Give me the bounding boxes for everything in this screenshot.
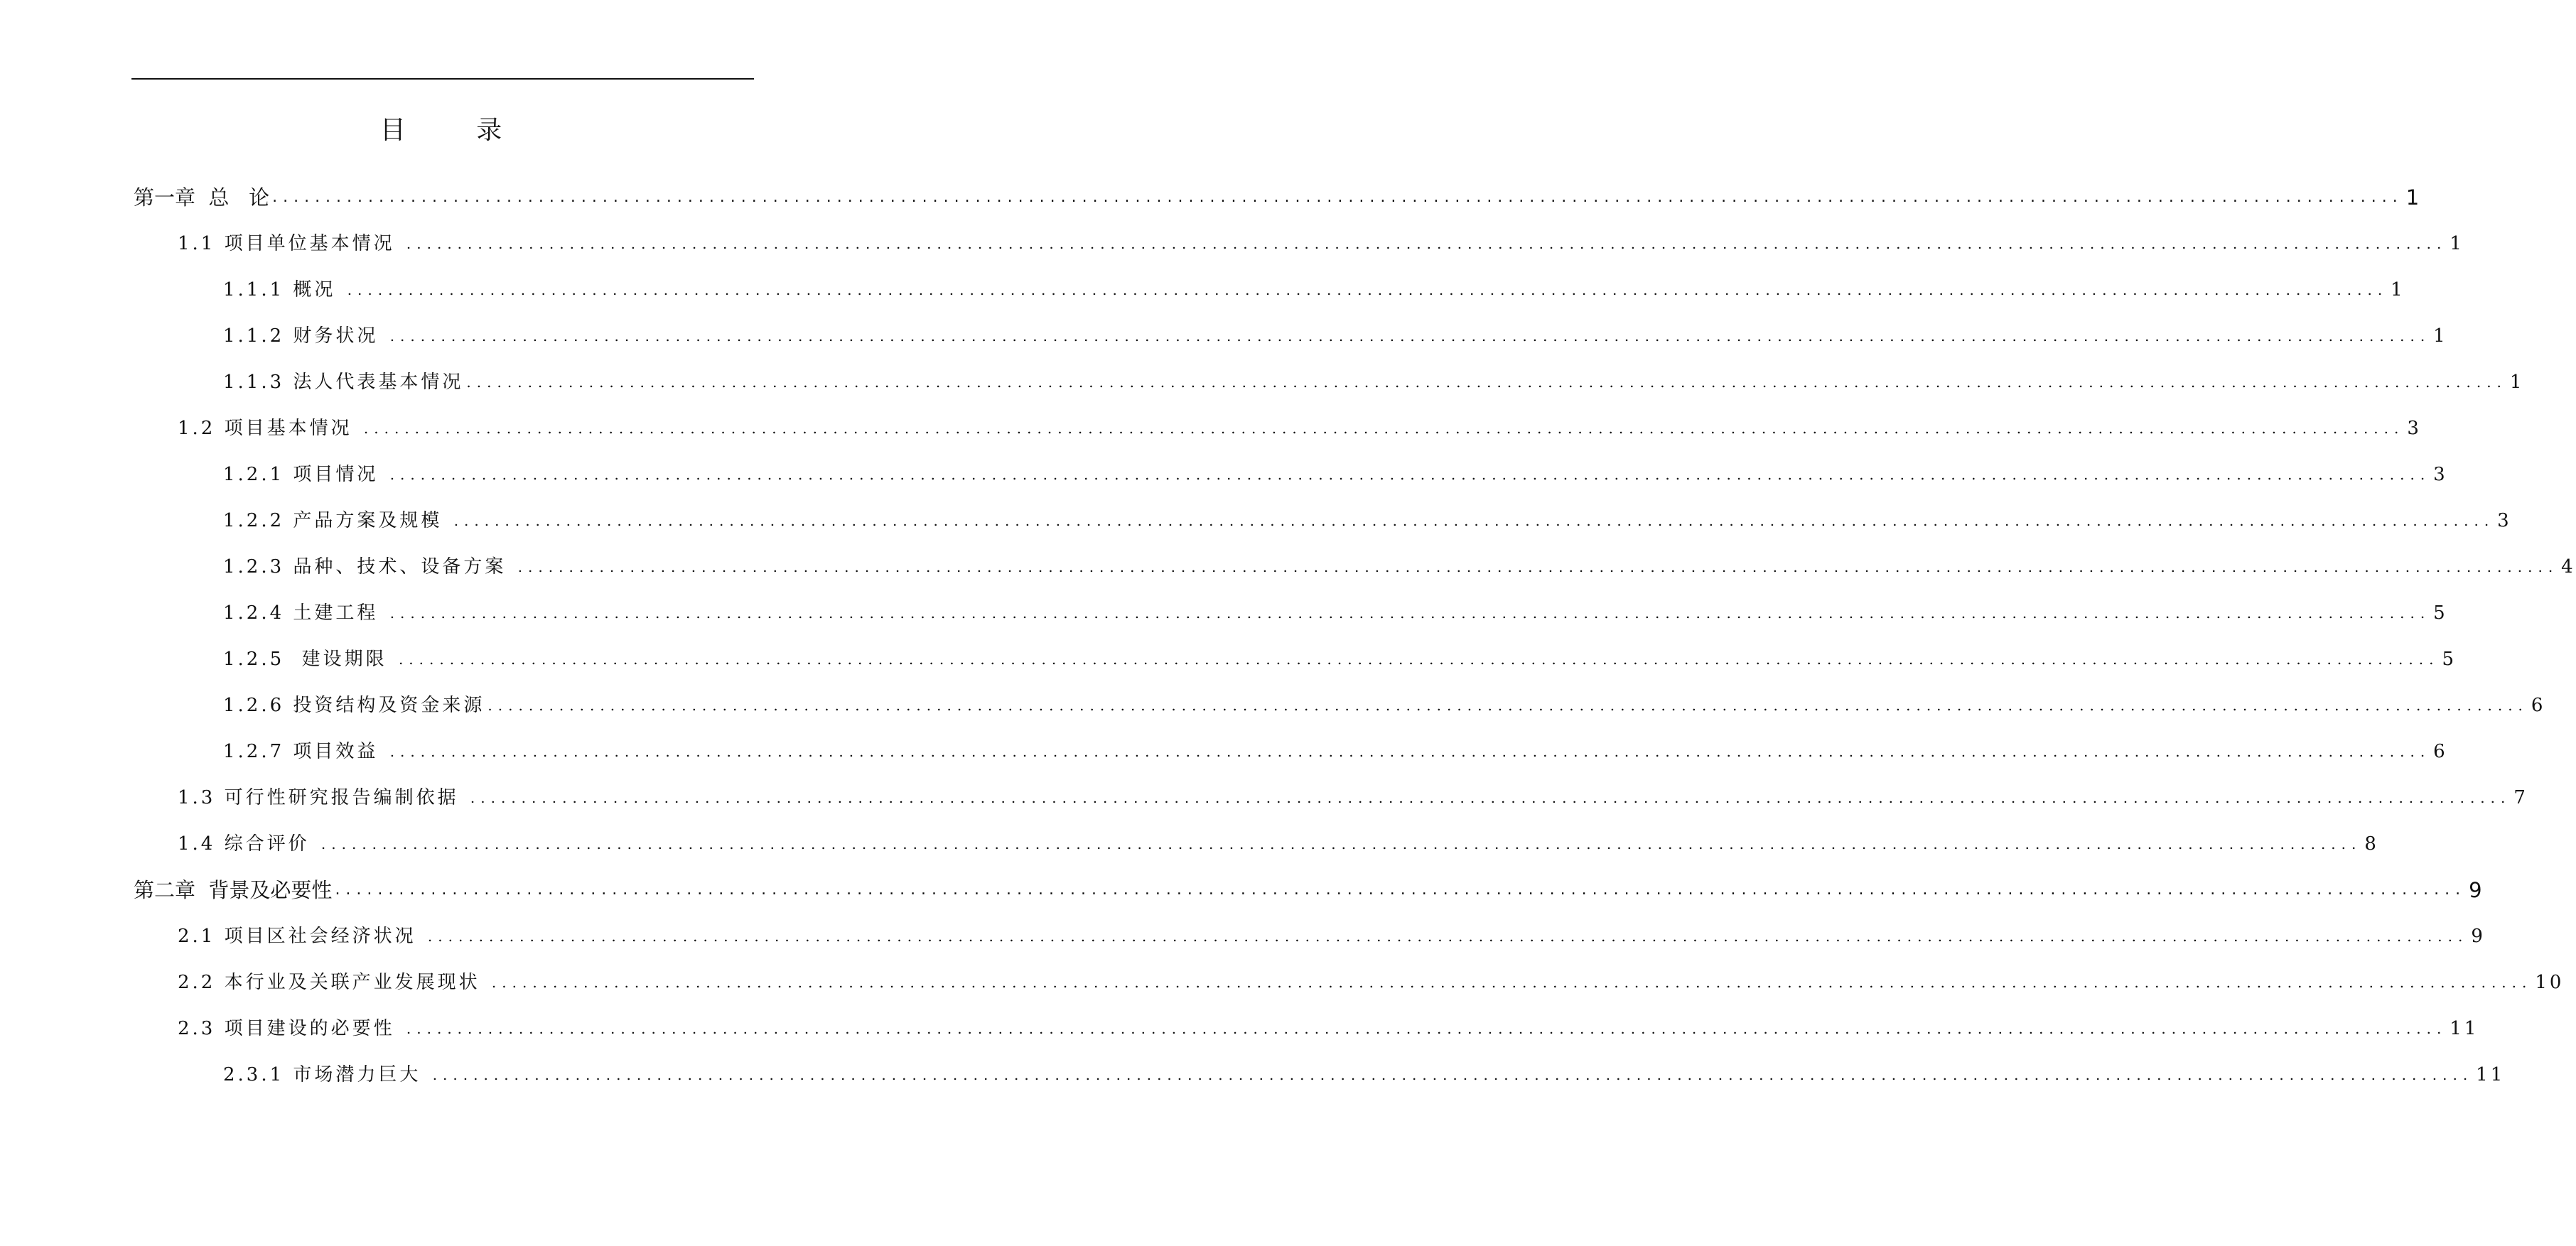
toc-entry-label: 1.1.1 概况: [223, 279, 345, 300]
toc-page-number: 11: [2476, 1064, 2506, 1085]
toc-page-number: 1: [2391, 279, 2405, 300]
toc-entry-label: 1.1.2 财务状况: [223, 325, 387, 347]
toc-page-number: 9: [2471, 926, 2486, 947]
toc-entry-label: 1.2 项目基本情况: [178, 418, 361, 439]
toc-page-number: 1: [2450, 233, 2464, 254]
toc-entry-label: 2.1 项目区社会经济状况: [178, 926, 425, 947]
toc-leader-dots: ........................................................................................................................................................................................................: [453, 512, 2495, 529]
toc-entry[interactable]: [223, 1061, 2506, 1089]
toc-leader-dots: ........................................................................................................................................................................................................: [427, 928, 2469, 945]
toc-page-number: 4: [2561, 556, 2576, 578]
toc-page-number: 5: [2433, 602, 2448, 624]
toc-leader-dots: ........................................................................................................................................................................................................: [347, 281, 2388, 298]
toc-page-number: 5: [2442, 649, 2457, 670]
toc-entry[interactable]: [178, 968, 2565, 997]
toc-entry-label: 2.3.1 市场潜力巨大: [223, 1064, 430, 1085]
toc-entry[interactable]: [134, 876, 2482, 904]
toc-page-number: 6: [2531, 695, 2546, 716]
toc-entry[interactable]: [223, 460, 2448, 489]
toc-entry-label: 1.1 项目单位基本情况: [178, 233, 404, 254]
toc-entry[interactable]: [178, 414, 2422, 443]
toc-entry-label: 1.4 综合评价: [178, 833, 318, 855]
toc-entry[interactable]: [223, 691, 2546, 720]
toc-leader-dots: ........................................................................................................................................................................................................: [491, 974, 2533, 991]
toc-entry[interactable]: [178, 1014, 2479, 1043]
toc-leader-dots: ........................................................................................................................................................................................................: [389, 743, 2431, 760]
toc-leader-dots: ........................................................................................................................................................................................................: [406, 1020, 2447, 1037]
toc-page-number: 9: [2469, 878, 2482, 902]
toc-leader-dots: ........................................................................................................................................................................................................: [389, 327, 2431, 345]
toc-leader-dots: ........................................................................................................................................................................................................: [470, 789, 2511, 806]
toc-page-number: 1: [2433, 325, 2448, 347]
toc-entry-label: 2.2 本行业及关联产业发展现状: [178, 972, 489, 993]
toc-entry-label: 1.2.2 产品方案及规模: [223, 510, 451, 531]
toc-entry-label: 1.2.3 品种、技术、设备方案: [223, 556, 515, 578]
toc-entry[interactable]: [223, 506, 2512, 535]
toc-leader-dots: ........................................................................................................................................................................................................: [335, 881, 2467, 899]
toc-page-number: 1: [2405, 185, 2420, 210]
toc-leader-dots: ........................................................................................................................................................................................................: [389, 466, 2431, 483]
page-title: 目 录: [379, 116, 534, 145]
toc-entry-label: 第二章 背景及必要性: [134, 878, 333, 902]
toc-page-number: 6: [2433, 741, 2448, 762]
toc-page-number: 3: [2407, 418, 2422, 439]
toc-entry-label: 1.2.5 建设期限: [223, 649, 396, 670]
toc-entry[interactable]: [223, 276, 2405, 304]
toc-leader-dots: ........................................................................................................................................................................................................: [517, 558, 2559, 575]
toc-entry[interactable]: [223, 553, 2576, 581]
toc-entry[interactable]: [178, 922, 2486, 950]
toc-entry-label: 1.2.1 项目情况: [223, 464, 387, 485]
toc-leader-dots: ........................................................................................................................................................................................................: [406, 235, 2447, 252]
toc-page-number: 8: [2364, 833, 2379, 855]
toc-entry[interactable]: [178, 229, 2464, 258]
toc-entry[interactable]: [223, 599, 2448, 627]
toc-entry[interactable]: [134, 183, 2420, 212]
toc-entry[interactable]: [178, 784, 2528, 812]
toc-entry[interactable]: [223, 368, 2525, 396]
toc-entry[interactable]: [223, 737, 2448, 766]
toc-page-number: 3: [2497, 510, 2512, 531]
toc-leader-dots: ........................................................................................................................................................................................................: [466, 374, 2507, 391]
toc-entry[interactable]: [223, 322, 2448, 350]
toc-leader-dots: ........................................................................................................................................................................................................: [363, 420, 2405, 437]
toc-page-number: 11: [2450, 1018, 2479, 1039]
toc-leader-dots: ........................................................................................................................................................................................................: [389, 605, 2431, 622]
toc-entry-label: 第一章 总 论: [134, 185, 270, 210]
toc-page-number: 7: [2513, 787, 2528, 808]
toc-entry[interactable]: [178, 830, 2379, 858]
toc-leader-dots: ........................................................................................................................................................................................................: [432, 1066, 2474, 1083]
toc-leader-dots: ........................................................................................................................................................................................................: [398, 651, 2440, 668]
toc-entry-label: 1.3 可行性研究报告编制依据: [178, 787, 468, 808]
toc-entry[interactable]: [223, 645, 2457, 673]
toc-page-number: 1: [2509, 372, 2525, 393]
toc-entry-label: 1.2.7 项目效益: [223, 741, 387, 762]
toc-entry-label: 1.2.4 土建工程: [223, 602, 387, 624]
toc-leader-dots: ........................................................................................................................................................................................................: [272, 188, 2403, 206]
toc-entry-label: 2.3 项目建设的必要性: [178, 1018, 404, 1039]
toc-page-number: 3: [2433, 464, 2448, 485]
toc-leader-dots: ........................................................................................................................................................................................................: [320, 835, 2362, 852]
toc-leader-dots: ........................................................................................................................................................................................................: [487, 697, 2528, 714]
toc-page-number: 10: [2535, 972, 2565, 993]
toc-entry-label: 1.2.6 投资结构及资金来源: [223, 695, 485, 716]
toc-entry-label: 1.1.3 法人代表基本情况: [223, 372, 464, 393]
